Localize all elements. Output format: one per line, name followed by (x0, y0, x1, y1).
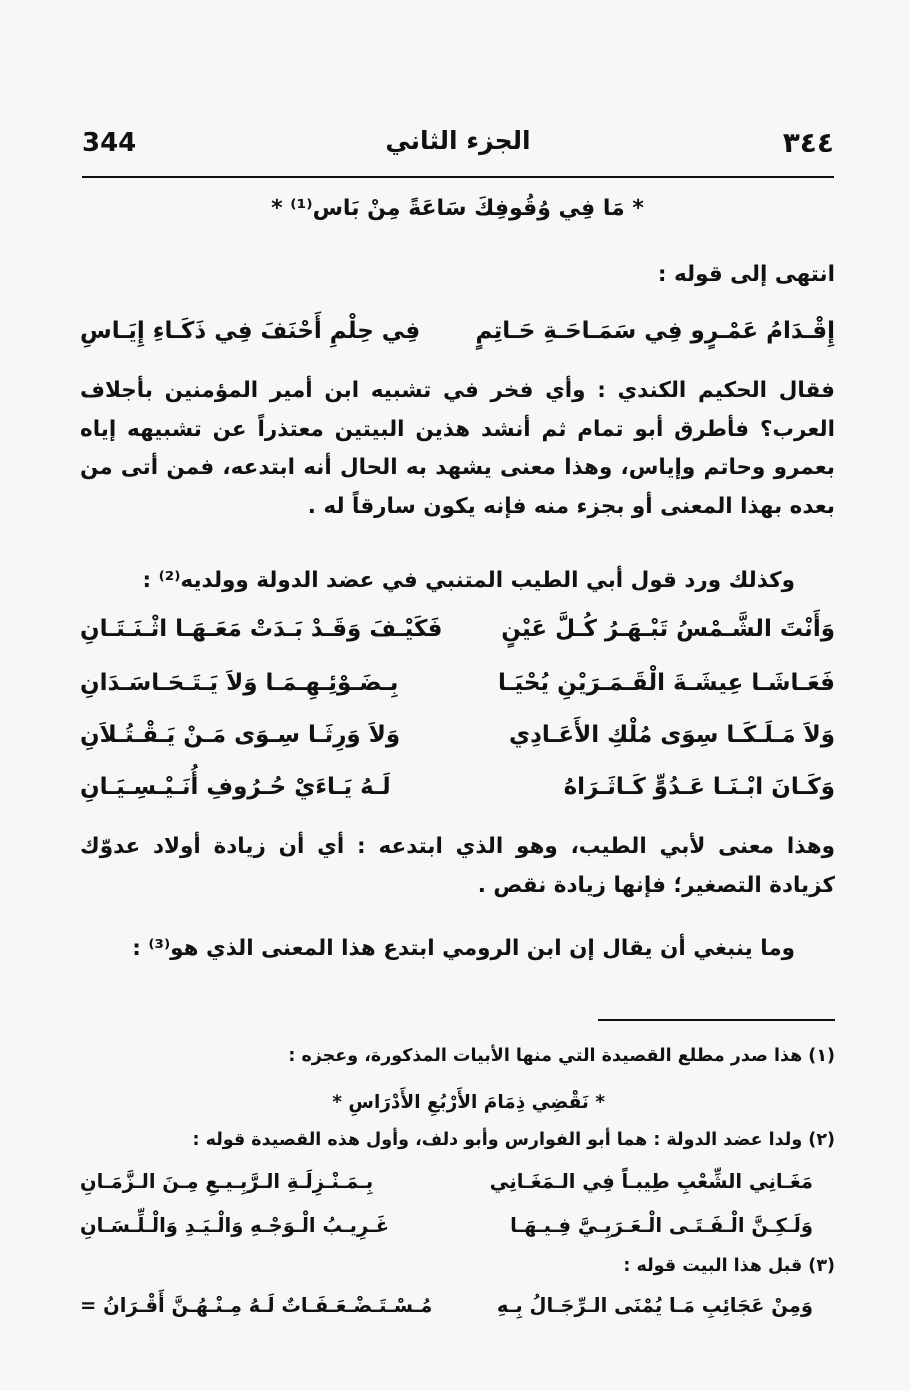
verse-4-right: وَلاَ مَـلَـكَـا سِوَى مُلْكِ الأَعَـادِي (509, 722, 835, 748)
fn3-verse-left: مُـسْـتَـضْـعَـفَـاتٌ لَـهُ مِـنْـهُـنَّ أَقْـرَانُ = (80, 1294, 433, 1317)
fn2-verse-1-right: مَغَـانِي الشِّعْبِ طِيبـاً فِي الـمَغَـانِي (489, 1170, 813, 1193)
footnote-2-verse-2 (80, 1214, 835, 1248)
verse-3-right: فَعَـاشَـا عِيشَـةَ الْقَـمَـرَيْنِ يُحْيَـا (498, 670, 835, 696)
footnote-2-verse-1 (80, 1170, 835, 1204)
page-header (82, 126, 834, 166)
running-title: الجزء الثاني (385, 126, 531, 155)
verse-1-right: إِقْـدَامُ عَمْـرٍو فِي سَمَـاحَـةِ حَـاتِمٍ (475, 318, 835, 344)
paragraph-2: وكذلك ورد قول أبي الطيب المتنبي في عضد الدولة وولديه⁽²⁾ : (142, 568, 795, 593)
verse-3 (80, 670, 835, 712)
footnote-3: (٣) قبل هذا البيت قوله : (623, 1256, 835, 1276)
footnote-3-verse (80, 1294, 835, 1328)
footnote-2: (٢) ولدا عضد الدولة : هما أبو الفوارس وأبو دلف، وأول هذه القصيدة قوله : (192, 1130, 835, 1150)
verse-2 (80, 616, 835, 658)
verse-4-left: وَلاَ وَرِثَـا سِـوَى مَـنْ يَـقْـتُـلاَنِ (80, 722, 401, 748)
page-number-latin: 344 (82, 128, 137, 158)
verse-1 (80, 318, 835, 360)
verse-5-left: لَـهُ يَـاءَيْ حُـرُوفِ أُنَـيْـسِـيَـانِ (80, 774, 391, 800)
paragraph-1: فقال الحكيم الكندي : وأي فخر في تشبيه ابن أمير المؤمنين بأجلاف العرب؟ فأطرق أبو تمام ثم أنشد هذين البيتين معتذراً عن تشبيهه إياه بعمرو وحاتم وإياس، وهذا معنى يشهد به الحال أنه ابتدعه، فمن أتى من بعده بهذا المعنى أو بجزء منه فإنه يكون سارقاً له . (80, 378, 835, 519)
paragraph-4: وما ينبغي أن يقال إن ابن الرومي ابتدع هذا المعنى الذي هو⁽³⁾ : (132, 936, 795, 961)
verse-2-right: وَأَنْتَ الشَّـمْسُ تَبْـهَـرُ كُـلَّ عَيْنٍ (501, 616, 835, 642)
verse-2-left: فَكَيْـفَ وَقَـدْ بَـدَتْ مَعَـهَـا اثْـنَـتَـانِ (80, 616, 443, 642)
verse-1-left: فِي حِلْمِ أَحْنَفَ فِي ذَكَـاءِ إِيَـاسِ (80, 318, 421, 344)
intro-line: انتهى إلى قوله : (657, 262, 835, 287)
page-number-arabic: ٣٤٤ (782, 126, 834, 159)
quote-line: * مَا فِي وُقُوفِكَ سَاعَةً مِنْ بَاس⁽¹⁾ * (271, 196, 644, 221)
fn3-verse-right: وَمِنْ عَجَائِبِ مَـا يُمْنَى الـرِّجَـالُ بِـهِ (496, 1294, 813, 1317)
paragraph-3: وهذا معنى لأبي الطيب، وهو الذي ابتدعه : أي أن زيادة أولاد عدوّك كزيادة التصغير؛ فإنها زيادة نقص . (80, 834, 835, 898)
verse-5-right: وَكَـانَ ابْـنَـا عَـدُوٍّ كَـاثَـرَاهُ (563, 774, 835, 800)
footnote-rule (598, 1019, 835, 1021)
verse-3-left: بِـضَـوْئِـهِـمَـا وَلاَ يَـتَـحَـاسَـدَانِ (80, 670, 399, 696)
footnote-1-verse: * نَقْضِي ذِمَامَ الأَرْبُعِ الأَدْرَاسِ * (332, 1092, 605, 1113)
header-rule (82, 176, 834, 178)
fn2-verse-2-left: غَـرِيـبُ الْـوَجْـهِ وَالْـيَـدِ وَالْـلِّـسَـانِ (80, 1214, 390, 1237)
verse-5 (80, 774, 835, 816)
verse-4 (80, 722, 835, 764)
fn2-verse-2-right: وَلَـكِـنَّ الْـفَـتَـى الْـعَـرَبِـيَّ فِـيـهَـا (510, 1214, 813, 1237)
footnote-1: (١) هذا صدر مطلع القصيدة التي منها الأبيات المذكورة، وعجزه : (288, 1046, 835, 1066)
fn2-verse-1-left: بِـمَـنْـزِلَـةِ الـرَّبِـيـعِ مِـنَ الـزَّمَـانِ (80, 1170, 374, 1193)
